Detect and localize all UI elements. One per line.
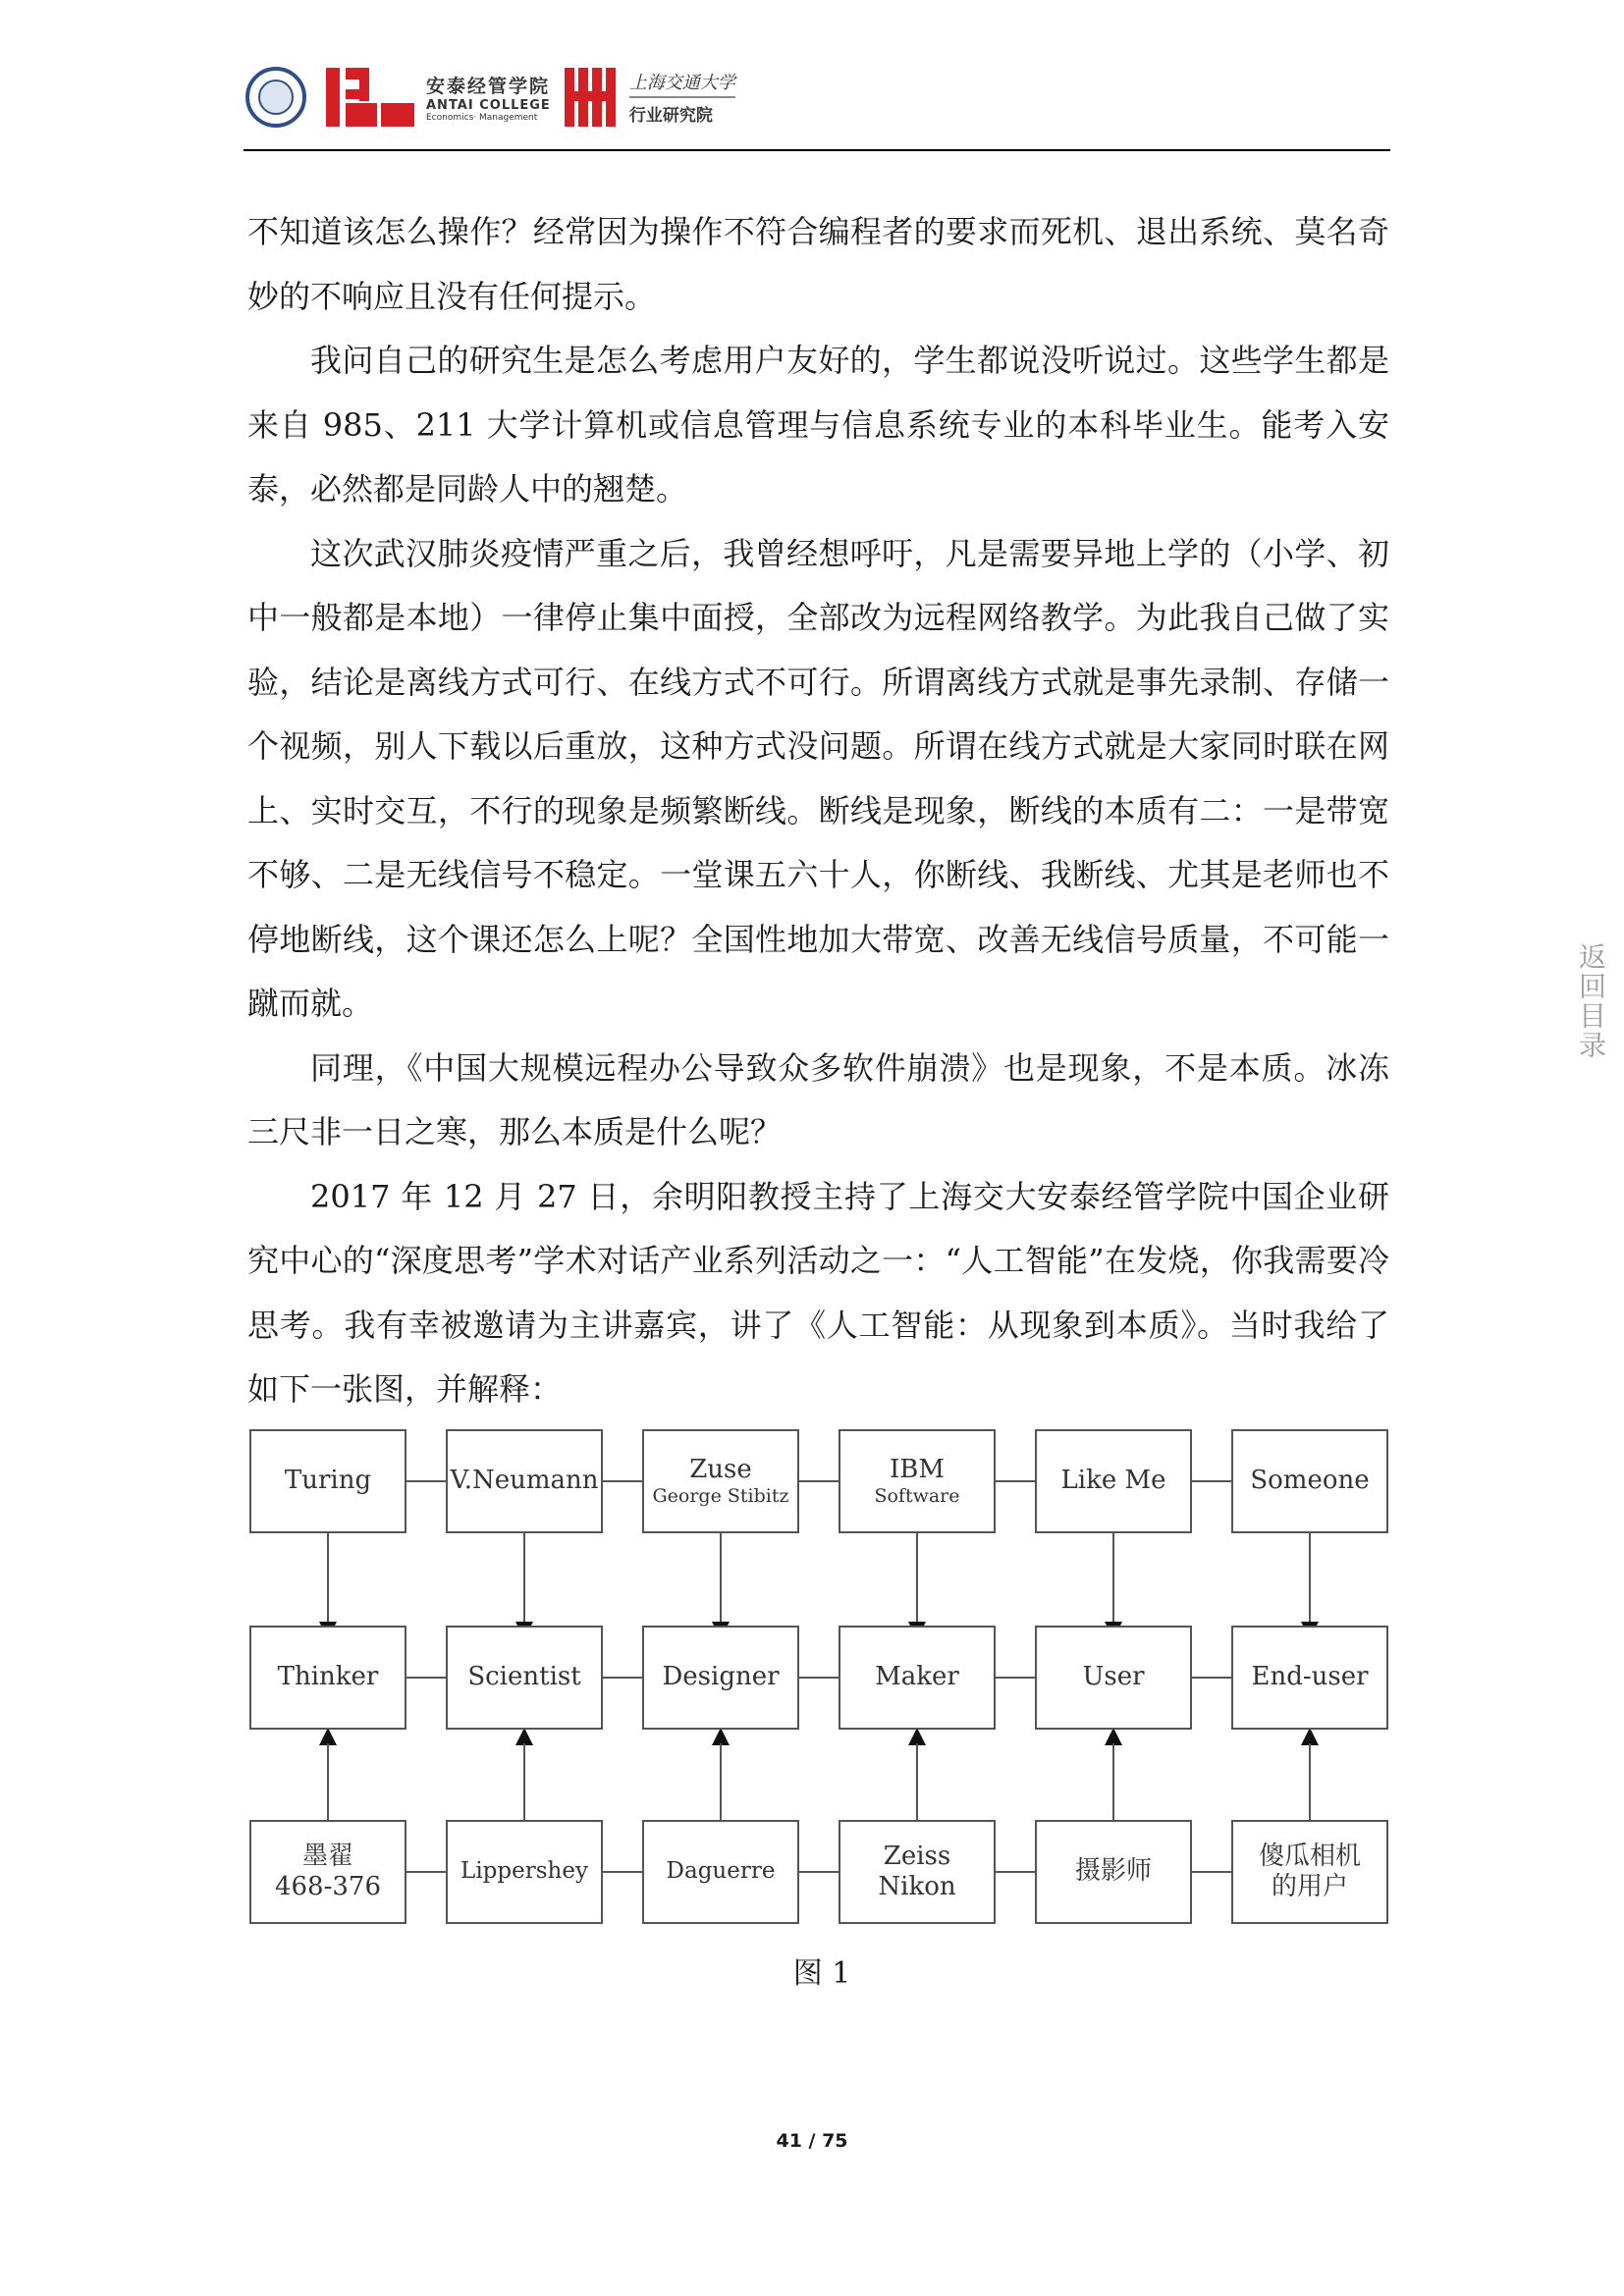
node-label: IBM [890,1455,945,1484]
page-header [245,57,735,137]
node-lippershey [446,1820,603,1924]
node-label: 墨翟 [301,1841,353,1871]
node-scientist [446,1626,603,1730]
connector [1192,1677,1231,1679]
node-mozi [249,1820,406,1924]
node-label: Daguerre [666,1858,776,1885]
connector [996,1480,1035,1482]
institute-name: 行业研究院 [628,106,713,126]
node-like-me [1035,1429,1192,1533]
node-photographer [1035,1820,1192,1924]
node-label: User [1082,1662,1145,1692]
node-label: Zuse [689,1455,752,1484]
connector [406,1480,446,1482]
node-label: Turing [284,1466,372,1496]
connector [603,1677,642,1679]
figure-caption: 图 1 [792,1956,851,1991]
arrow-line [523,1531,525,1624]
arrow-line [720,1531,722,1624]
connector [406,1677,446,1679]
arrow-line [720,1743,722,1822]
node-label: V.Neumann [450,1466,599,1496]
connector [603,1871,642,1873]
node-label: End-user [1251,1662,1369,1692]
arrow-line [327,1531,329,1624]
acem-logo [326,64,416,131]
page-content [247,200,1389,1422]
node-camera-user [1231,1820,1388,1924]
acem-subtitle: Economics· Management [426,113,538,123]
node-daguerre [642,1820,799,1924]
node-label: Designer [662,1662,780,1692]
connector [406,1871,446,1873]
paragraph-2: 我问自己的研究生是怎么考虑用户友好的，学生都说没听说过。这些学生都是来自 985、211 大学计算机或信息管理与信息系统专业的本科毕业生。能考入安泰，必然都是同龄人中的翘楚。 [247,342,1389,507]
node-sublabel: Nikon [878,1872,956,1901]
paragraph-3: 这次武汉肺炎疫情严重之后，我曾经想呼吁，凡是需要异地上学的（小学、初中一般都是本地）一律停止集中面授，全部改为远程网络教学。为此我自己做了实验，结论是离线方式可行、在线方式不可行。所谓离线方式就是事先录制、存储一个视频，别人下载以后重放，这种方式没问题。所谓在线方式就是大家同时联在网上、实时交互，不行的现象是频繁断线。断线是现象，断线的本质有二：一是带宽不够、二是无线信号不稳定。一堂课五六十人，你断线、我断线、尤其是老师也不停地断线，这个课还怎么上呢？全国性地加大带宽、改善无线信号质量，不可能一蹴而就。 [247,534,1389,1022]
node-end-user [1231,1626,1388,1730]
university-seal-logo [245,67,306,128]
arrow-line [1112,1531,1114,1624]
arrow-line [523,1743,525,1822]
figure-1-diagram [249,1425,1388,1924]
node-sublabel: George Stibitz [652,1485,789,1508]
connector [799,1480,839,1482]
sjtu-wordmark [629,69,735,126]
node-thinker [249,1626,406,1730]
arrow-line [916,1531,918,1624]
node-ibm [839,1429,996,1533]
page-number: 41 / 75 [776,2130,848,2152]
connector [1192,1871,1231,1873]
node-v-neumann [446,1429,603,1533]
node-sublabel: 的用户 [1271,1872,1348,1901]
back-to-contents-link[interactable]: 返回目录 [1575,942,1607,1060]
node-label: Thinker [277,1662,379,1692]
node-turing [249,1429,406,1533]
node-label: 傻瓜相机 [1258,1841,1361,1871]
node-label: Scientist [467,1662,581,1692]
acem-name-cn: 安泰经管学院 [426,76,551,97]
paragraph-1: 不知道该怎么操作？经常因为操作不符合编程者的要求而死机、退出系统、莫名奇妙的不响应且没有任何提示。 [247,213,1389,315]
node-label: 摄影师 [1074,1856,1152,1887]
paragraph-5: 2017 年 12 月 27 日，余明阳教授主持了上海交大安泰经管学院中国企业研究中心的“深度思考”学术对话产业系列活动之一：“人工智能”在发烧，你我需要冷思考。我有幸被邀请为主讲嘉宾，讲了《人工智能：从现象到本质》。当时我给了如下一张图，并解释： [247,1177,1389,1408]
node-label: Lippershey [460,1858,588,1885]
acem-wordmark [426,72,551,123]
connector [799,1871,839,1873]
connector [996,1677,1035,1679]
paragraph-4: 同理，《中国大规模远程办公导致众多软件崩溃》也是现象，不是本质。冰冻三尺非一日之寒，那么本质是什么呢？ [247,1048,1389,1150]
sjtu-mark-logo [565,66,616,129]
node-zuse [642,1429,799,1533]
arrow-line [1112,1743,1114,1822]
connector [1192,1480,1231,1482]
connector [996,1871,1035,1873]
arrow-line [916,1743,918,1822]
node-label: Like Me [1060,1466,1166,1496]
connector [799,1677,839,1679]
node-designer [642,1626,799,1730]
arrow-line [1309,1743,1311,1822]
node-maker [839,1626,996,1730]
header-divider [244,149,1390,151]
arrow-line [327,1743,329,1822]
sjtu-name: 上海交通大学 [629,69,735,98]
node-label: Someone [1250,1466,1370,1496]
connector [603,1480,642,1482]
acem-name-en: ANTAI COLLEGE [426,98,551,113]
node-zeiss-nikon [839,1820,996,1924]
node-sublabel: Software [874,1485,960,1508]
node-someone [1231,1429,1388,1533]
node-label: Zeiss [883,1841,951,1871]
node-sublabel: 468-376 [274,1872,382,1901]
node-user [1035,1626,1192,1730]
node-label: Maker [875,1662,959,1692]
arrow-line [1309,1531,1311,1624]
